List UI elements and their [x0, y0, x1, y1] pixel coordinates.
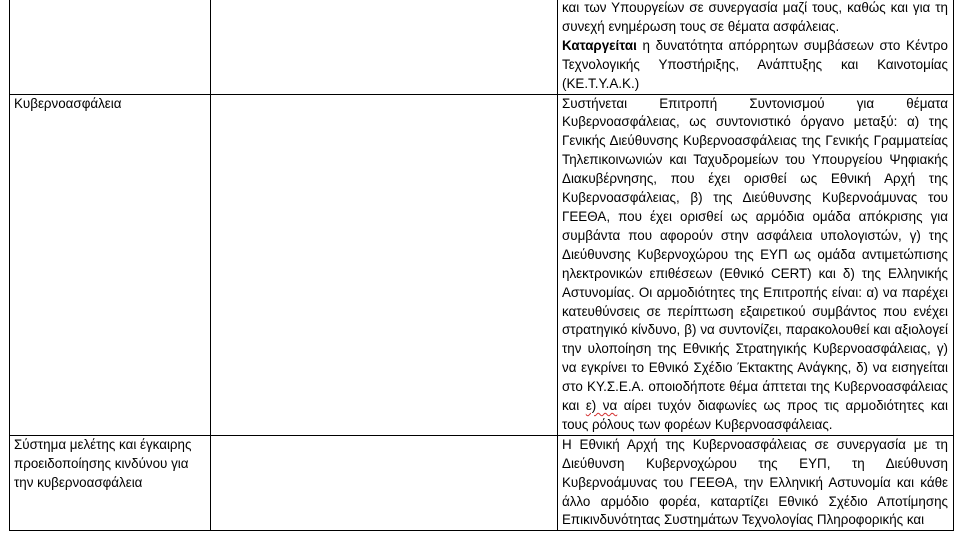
description-paragraph [562, 37, 948, 94]
middle-cell [211, 0, 558, 94]
topic-line: την κυβερνοασφάλεια [14, 474, 143, 490]
topic-line: Σύστημα μελέτης και έγκαιρης [14, 436, 192, 452]
paragraph-text: η δυνατότητα απόρρητων συμβάσεων στο Κέντρο Τεχνολογικής Υποστήριξης, Ανάπτυξης και Καινοτομίας (ΚΕ.Τ.Υ.Α.Κ.) [562, 37, 948, 91]
description-cell [558, 0, 954, 94]
table-row-cybersecurity [10, 94, 954, 435]
table-row-risk-warning-system [10, 435, 954, 531]
middle-cell [211, 94, 558, 435]
bold-lead-word: Καταργείται [562, 37, 637, 53]
document-table [9, 0, 954, 531]
topic-cell [10, 435, 211, 531]
description-paragraph: και των Υπουργείων σε συνεργασία μαζί τους, καθώς και για τη συνεχή ενημέρωση τους σε θέματα ασφάλειας. [562, 0, 948, 34]
topic-cell [10, 0, 211, 94]
middle-cell [211, 435, 558, 531]
paragraph-text: Συστήνεται Επιτροπή Συντονισμού για θέματα Κυβερνοασφάλειας, ως συντονιστικό όργανο μεταξύ: α) της Γενικής Διεύθυνσης Κυβερνοασφάλειας της Γενικής Γραμματείας Τηλεπικοινωνιών και Ταχυδρομείων του Υπουργείου Ψηφιακής Διακυβέρνησης, που έχει ορισθεί ως Εθνική Αρχή της Κυβερνοασφάλειας, β) της Διεύθυνσης Κυβερνοάμυνας του ΓΕΕΘΑ, που έχει ορισθεί ως αρμόδια ομάδα απόκρισης για συμβάντα που αφορούν στην ασφάλεια υπολογιστών, γ) της Διεύθυνσης Κυβερνοχώρου της ΕΥΠ ως ομάδα αντιμετώπισης ηλεκτρονικών επιθέσεων (Εθνικό CERT) και δ) της Ελληνικής Αστυνομίας. Οι αρμοδιότητες της Επιτροπής είναι: α) να παρέχει κατευθύνσεις σε περίπτωση εξαιρετικού συμβάντος που ενέχει στρατηγικό κίνδυνο, β) να συντονίζει, παρακολουθεί και αξιολογεί την υλοποίηση της Εθνικής Στρατηγικής Κυβερνοασφάλειας, γ) να εγκρίνει το Εθνικό Σχέδιο Έκτακτης Ανάγκης, δ) να εισηγείται στο ΚΥ.Σ.Ε.Α. οποιοδήποτε θέμα άπτεται της Κυβερνοασφάλειας και [562, 95, 948, 414]
spellcheck-flagged-word[interactable]: ε) να [585, 398, 618, 414]
topic-cell: Κυβερνοασφάλεια [10, 94, 211, 435]
topic-line: προειδοποίησης κινδύνου για [14, 455, 189, 471]
description-cell [558, 94, 954, 435]
paragraph-text: αίρει τυχόν διαφωνίες ως προς τις αρμοδιότητες και τους ρόλους των φορέων Κυβερνοασφάλειας. [562, 398, 949, 432]
table-row-security-continuation [10, 0, 954, 94]
description-cell [558, 435, 954, 531]
description-paragraph [562, 95, 948, 435]
description-paragraph: Η Εθνική Αρχή της Κυβερνοασφάλειας σε συνεργασία με τη Διεύθυνση Κυβερνοχώρου της ΕΥΠ, τη Διεύθυνση Κυβερνοάμυνας του ΓΕΕΘΑ, την Ελληνική Αστυνομία και κάθε άλλο αρμόδιο φορέα, καταρτίζει Εθνικό Σχέδιο Αποτίμησης Επικινδυνότητας Συστημάτων Τεχνολογίας Πληροφορικής και [562, 436, 948, 528]
